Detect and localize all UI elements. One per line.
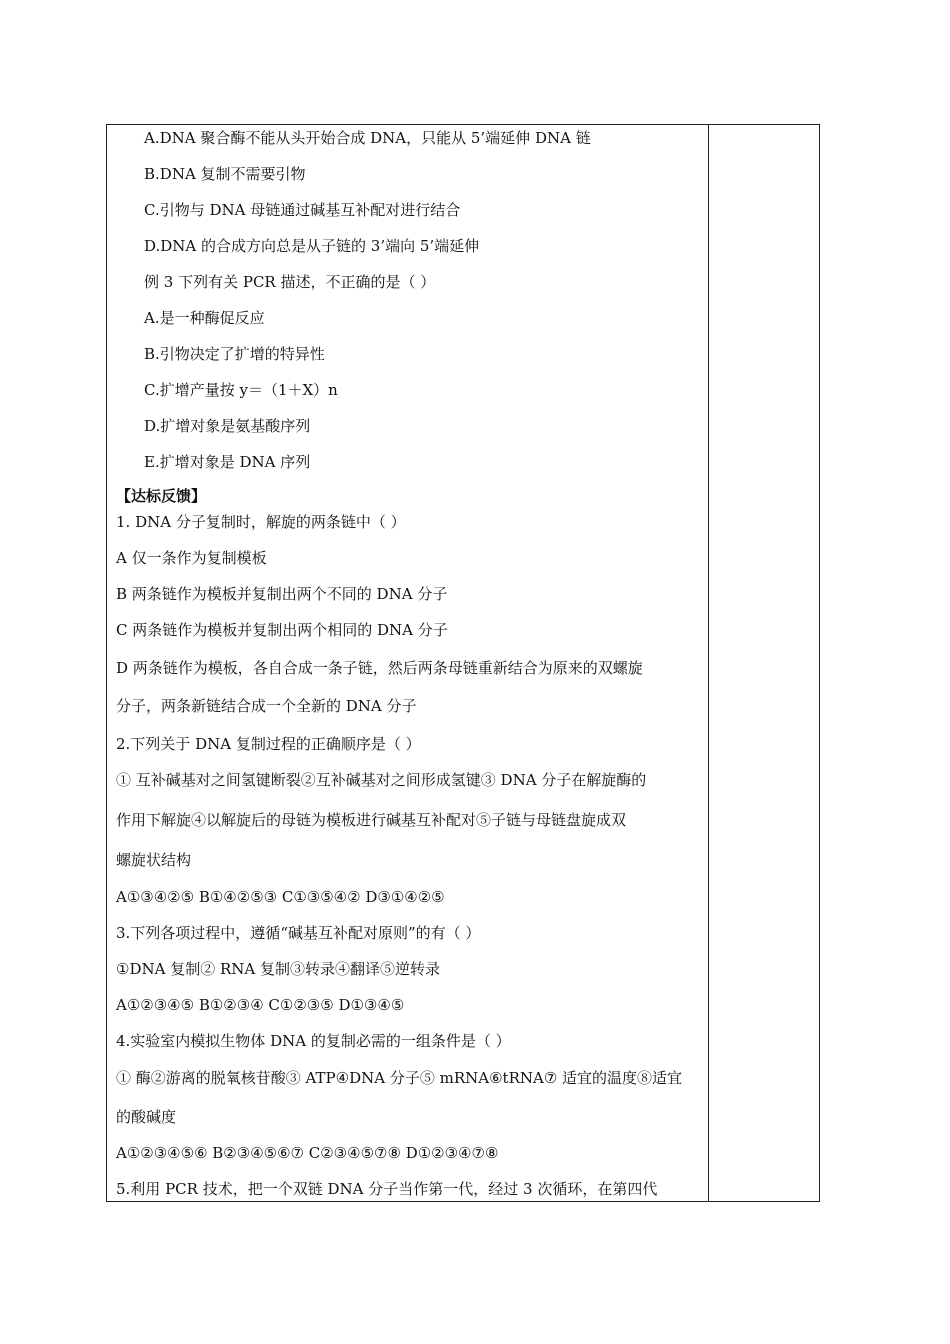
column-divider: [708, 124, 709, 1202]
text-line: B.DNA 复制不需要引物: [144, 165, 306, 183]
text-line: A.DNA 聚合酶不能从头开始合成 DNA，只能从 5’端延伸 DNA 链: [144, 129, 591, 147]
text-line: A 仅一条作为复制模板: [116, 549, 267, 567]
text-line: D 两条链作为模板，各自合成一条子链，然后两条母链重新结合为原来的双螺旋: [116, 659, 643, 677]
text-line: 3.下列各项过程中，遵循“碱基互补配对原则”的有（ ）: [116, 924, 481, 942]
text-line: E.扩增对象是 DNA 序列: [144, 453, 311, 471]
text-line: A①③④②⑤ B①④②⑤③ C①③⑤④② D③①④②⑤: [116, 888, 445, 906]
text-line: D.DNA 的合成方向总是从子链的 3’端向 5’端延伸: [144, 237, 480, 255]
text-line: B.引物决定了扩增的特异性: [144, 345, 325, 363]
text-line: 例 3 下列有关 PCR 描述，不正确的是（ ）: [144, 273, 436, 291]
text-line: 的酸碱度: [116, 1108, 177, 1126]
text-line: 螺旋状结构: [116, 851, 192, 869]
text-line: C.扩增产量按 y＝（1＋X）n: [144, 381, 338, 399]
text-line: C.引物与 DNA 母链通过碱基互补配对进行结合: [144, 201, 461, 219]
text-line: ①DNA 复制② RNA 复制③转录④翻译⑤逆转录: [116, 960, 440, 978]
text-line: 4.实验室内模拟生物体 DNA 的复制必需的一组条件是（ ）: [116, 1032, 511, 1050]
text-line: 2.下列关于 DNA 复制过程的正确顺序是（ ）: [116, 735, 421, 753]
text-line: ① 互补碱基对之间氢键断裂②互补碱基对之间形成氢键③ DNA 分子在解旋酶的: [116, 771, 647, 789]
text-line: C 两条链作为模板并复制出两个相同的 DNA 分子: [116, 621, 448, 639]
text-line: ① 酶②游离的脱氧核苷酸③ ATP④DNA 分子⑤ mRNA⑥tRNA⑦ 适宜的温度⑧适宜: [116, 1069, 683, 1087]
text-line: A.是一种酶促反应: [144, 309, 265, 327]
text-line: 1. DNA 分子复制时，解旋的两条链中（ ）: [116, 513, 406, 531]
text-line: A①②③④⑤ B①②③④ C①②③⑤ D①③④⑤: [116, 996, 405, 1014]
text-line: 5.利用 PCR 技术，把一个双链 DNA 分子当作第一代，经过 3 次循环，在第四代: [116, 1180, 658, 1198]
text-line: A①②③④⑤⑥ B②③④⑤⑥⑦ C②③④⑤⑦⑧ D①②③④⑦⑧: [116, 1144, 499, 1162]
text-line: B 两条链作为模板并复制出两个不同的 DNA 分子: [116, 585, 448, 603]
text-line: 分子，两条新链结合成一个全新的 DNA 分子: [116, 697, 417, 715]
section-heading: 【达标反馈】: [116, 487, 207, 505]
text-line: 作用下解旋④以解旋后的母链为模板进行碱基互补配对⑤子链与母链盘旋成双: [116, 811, 627, 829]
text-line: D.扩增对象是氨基酸序列: [144, 417, 311, 435]
